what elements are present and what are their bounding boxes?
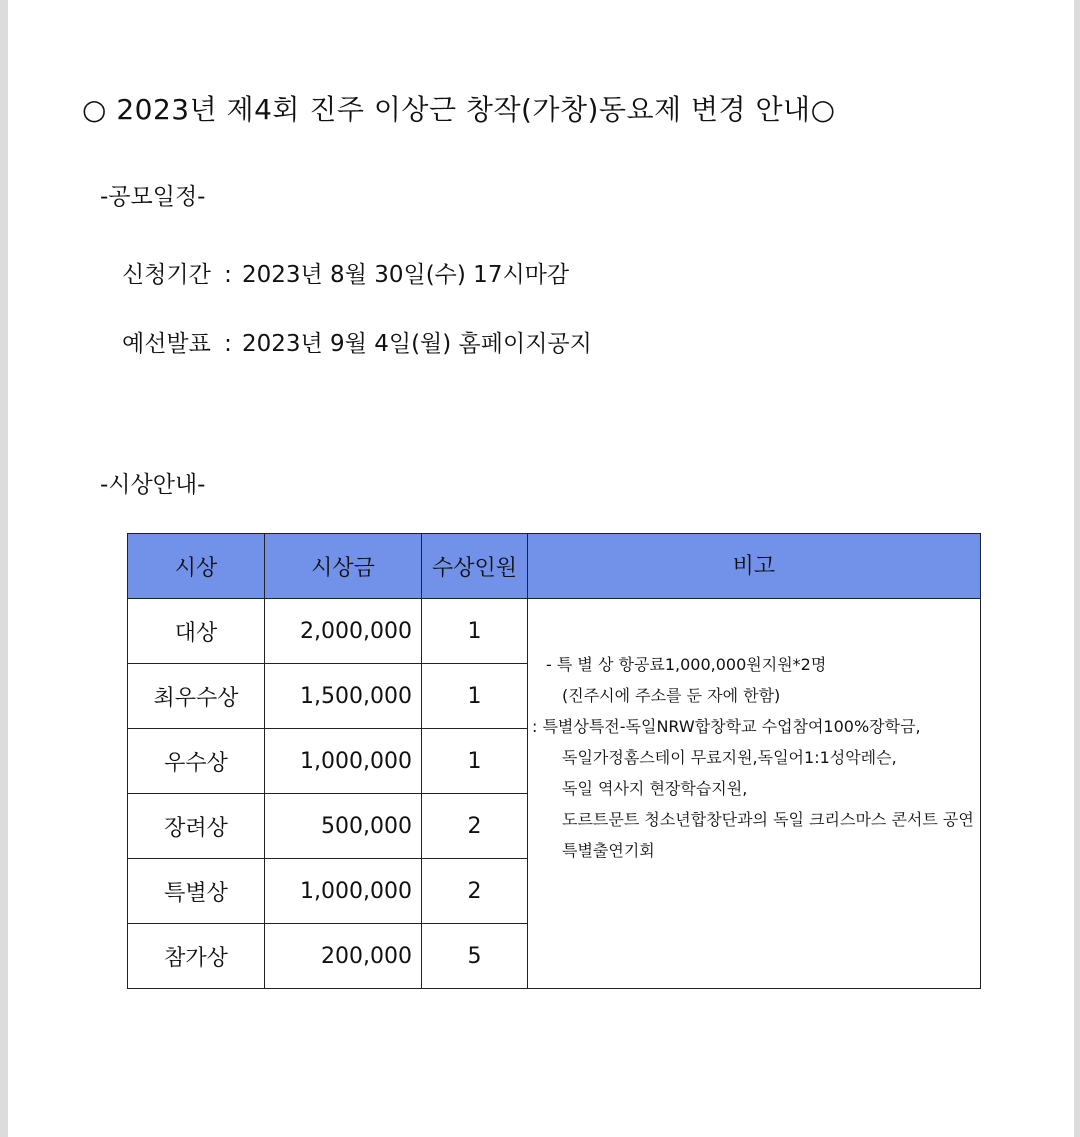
remarks-line: 특별출연기회 — [562, 841, 655, 860]
schedule-value: 2023년 9월 4일(월) 홈페이지공지 — [242, 331, 592, 357]
awards-heading: -시상안내- — [100, 472, 206, 498]
schedule-colon: : — [224, 262, 232, 288]
award-count: 1 — [422, 599, 528, 664]
schedule-colon: : — [224, 331, 232, 357]
schedule-value: 2023년 8월 30일(수) 17시마감 — [242, 262, 570, 288]
award-amount: 1,000,000 — [265, 729, 422, 794]
award-count: 2 — [422, 794, 528, 859]
table-header-row — [128, 534, 981, 599]
header-prize-money: 시상금 — [265, 534, 422, 599]
awards-table — [127, 533, 981, 989]
award-amount: 200,000 — [265, 924, 422, 989]
header-winner-count: 수상인원 — [422, 534, 528, 599]
award-amount: 1,500,000 — [265, 664, 422, 729]
award-amount: 1,000,000 — [265, 859, 422, 924]
award-count: 2 — [422, 859, 528, 924]
page-title: ○ 2023년 제4회 진주 이상근 창작(가창)동요제 변경 안내○ — [82, 93, 836, 126]
schedule-heading: -공모일정- — [100, 184, 206, 210]
remarks-line: : 특별상특전-독일NRW합창학교 수업참여100%장학금, — [532, 717, 921, 736]
document-page — [8, 0, 1074, 1137]
schedule-item-preliminary-announcement — [122, 325, 592, 358]
table-row — [128, 599, 981, 664]
award-name: 장려상 — [128, 794, 265, 859]
remarks-line: - 특 별 상 항공료1,000,000원지원*2명 — [546, 655, 827, 674]
header-award: 시상 — [128, 534, 265, 599]
remarks-line: 독일 역사지 현장학습지원, — [562, 779, 748, 798]
award-name: 특별상 — [128, 859, 265, 924]
remarks-line: (진주시에 주소를 둔 자에 한함) — [562, 686, 781, 705]
schedule-item-application-period — [122, 256, 569, 289]
award-name: 참가상 — [128, 924, 265, 989]
award-count: 5 — [422, 924, 528, 989]
award-count: 1 — [422, 664, 528, 729]
remarks-line: 도르트문트 청소년합창단과의 독일 크리스마스 콘서트 공연 — [562, 810, 974, 829]
award-amount: 2,000,000 — [265, 599, 422, 664]
award-name: 대상 — [128, 599, 265, 664]
header-remarks: 비고 — [528, 534, 981, 599]
award-name: 최우수상 — [128, 664, 265, 729]
remarks-cell — [528, 599, 981, 989]
award-name: 우수상 — [128, 729, 265, 794]
award-amount: 500,000 — [265, 794, 422, 859]
schedule-label: 예선발표 — [122, 331, 211, 357]
remarks-line: 독일가정홈스테이 무료지원,독일어1:1성악레슨, — [562, 748, 897, 767]
schedule-label: 신청기간 — [122, 262, 211, 288]
award-count: 1 — [422, 729, 528, 794]
